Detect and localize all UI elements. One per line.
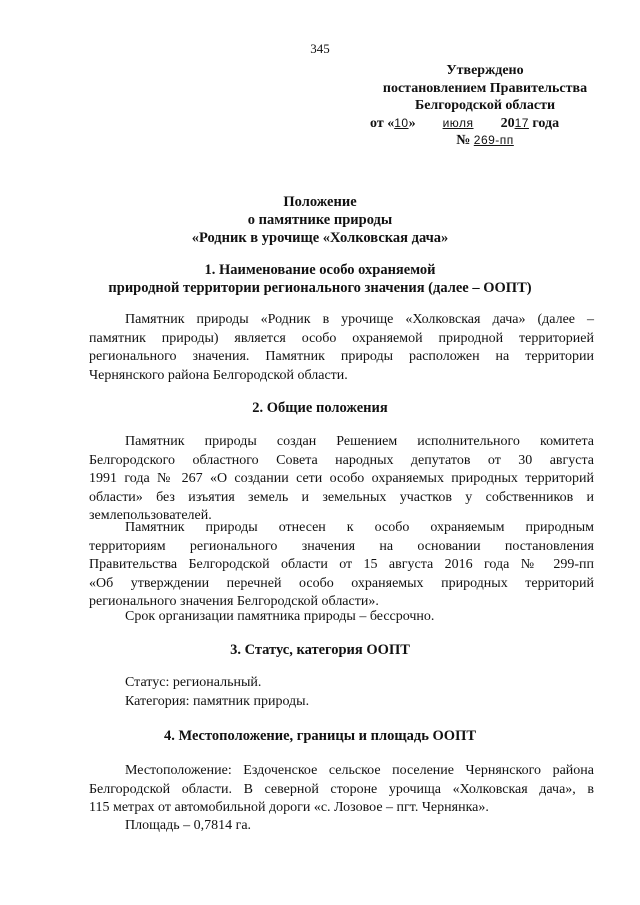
text-line: 115 метрах от автомобильной дороги «с. Лозовое – пгт. Чернянка». [89,800,489,815]
title-line-3: «Родник в урочище «Холковская дача» [191,230,449,246]
text-line: Белгородского областного Совета народных депутатов от 30 августа [89,452,594,468]
section-1-paragraph [89,311,594,385]
section-2-heading: 2. Общие положения [252,400,388,416]
section-2-paragraph-1 [89,433,594,526]
approval-line-3: Белгородской области [414,98,556,113]
section-1-heading-line-1: 1. Наименование особо охраняемой [204,262,436,278]
title-line-1: Положение [283,194,357,210]
section-4-heading: 4. Местоположение, границы и площадь ООПТ [163,728,477,744]
category-line: Категория: памятник природы. [125,694,310,709]
section-2-paragraph-2 [89,519,594,612]
area-line: Площадь – 0,7814 га. [125,818,252,833]
date-suffix: года [532,115,560,131]
text-line: Правительства Белгородской области от 15 августа 2016 года № 299-пп [89,557,594,572]
text-line: землепользователей. [89,508,212,523]
number-prefix: № [456,133,471,148]
title-line-2: о памятнике природы [247,212,393,228]
section-4-paragraph [89,762,594,818]
date-mid: » [408,115,416,131]
approval-date [370,115,600,133]
document-title [0,193,640,247]
text-line: Местоположение: Ездоченское сельское поселение Чернянского района [125,763,594,778]
text-line: области» без изъятия земель и земельных участков у собственников и [89,489,594,505]
approval-line-1: Утверждено [446,63,524,78]
approval-line-2: постановлением Правительства [382,80,588,96]
approval-number [370,132,600,150]
date-day: 10 [394,115,409,130]
date-prefix: от « [370,115,395,131]
document-number: 269-пп [473,133,514,147]
text-line: Белгородской области. В северной стороне урочища «Холковская дача», в [89,781,594,797]
text-line: регионального значения Белгородской области». [89,594,379,609]
section-1-heading [0,261,640,297]
text-line: территориям регионального значения на основании постановления [89,538,594,554]
section-1-heading-line-2: природной территории регионального значения (далее – ООПТ) [108,280,532,296]
text-line: 1991 года № 267 «О создании сети особо охраняемых природных территорий [89,471,594,486]
text-line: Памятник природы «Родник в урочище «Холковская дача» (далее – [125,312,594,327]
text-line: памятник природы) является особо охраняемой природной территорией [89,330,594,346]
text-line: Памятник природы создан Решением исполнительного комитета [125,434,594,449]
text-line: Чернянского района Белгородской области. [89,367,348,383]
section-3-heading: 3. Статус, категория ООПТ [230,642,410,658]
approval-block [370,62,600,150]
text-line: регионального значения. Памятник природы расположен на территории [89,349,594,364]
date-year-suffix: 17 [514,115,529,130]
text-line: «Об утверждении перечней особо охраняемых природных территорий [89,575,594,591]
page-number: 345 [310,41,330,56]
text-line: Памятник природы отнесен к особо охраняемым природным [125,520,594,535]
date-year-prefix: 20 [500,115,515,131]
section-2-paragraph-3: Срок организации памятника природы – бессрочно. [125,609,435,624]
status-line: Статус: региональный. [125,675,262,690]
date-month: июля [442,115,474,130]
